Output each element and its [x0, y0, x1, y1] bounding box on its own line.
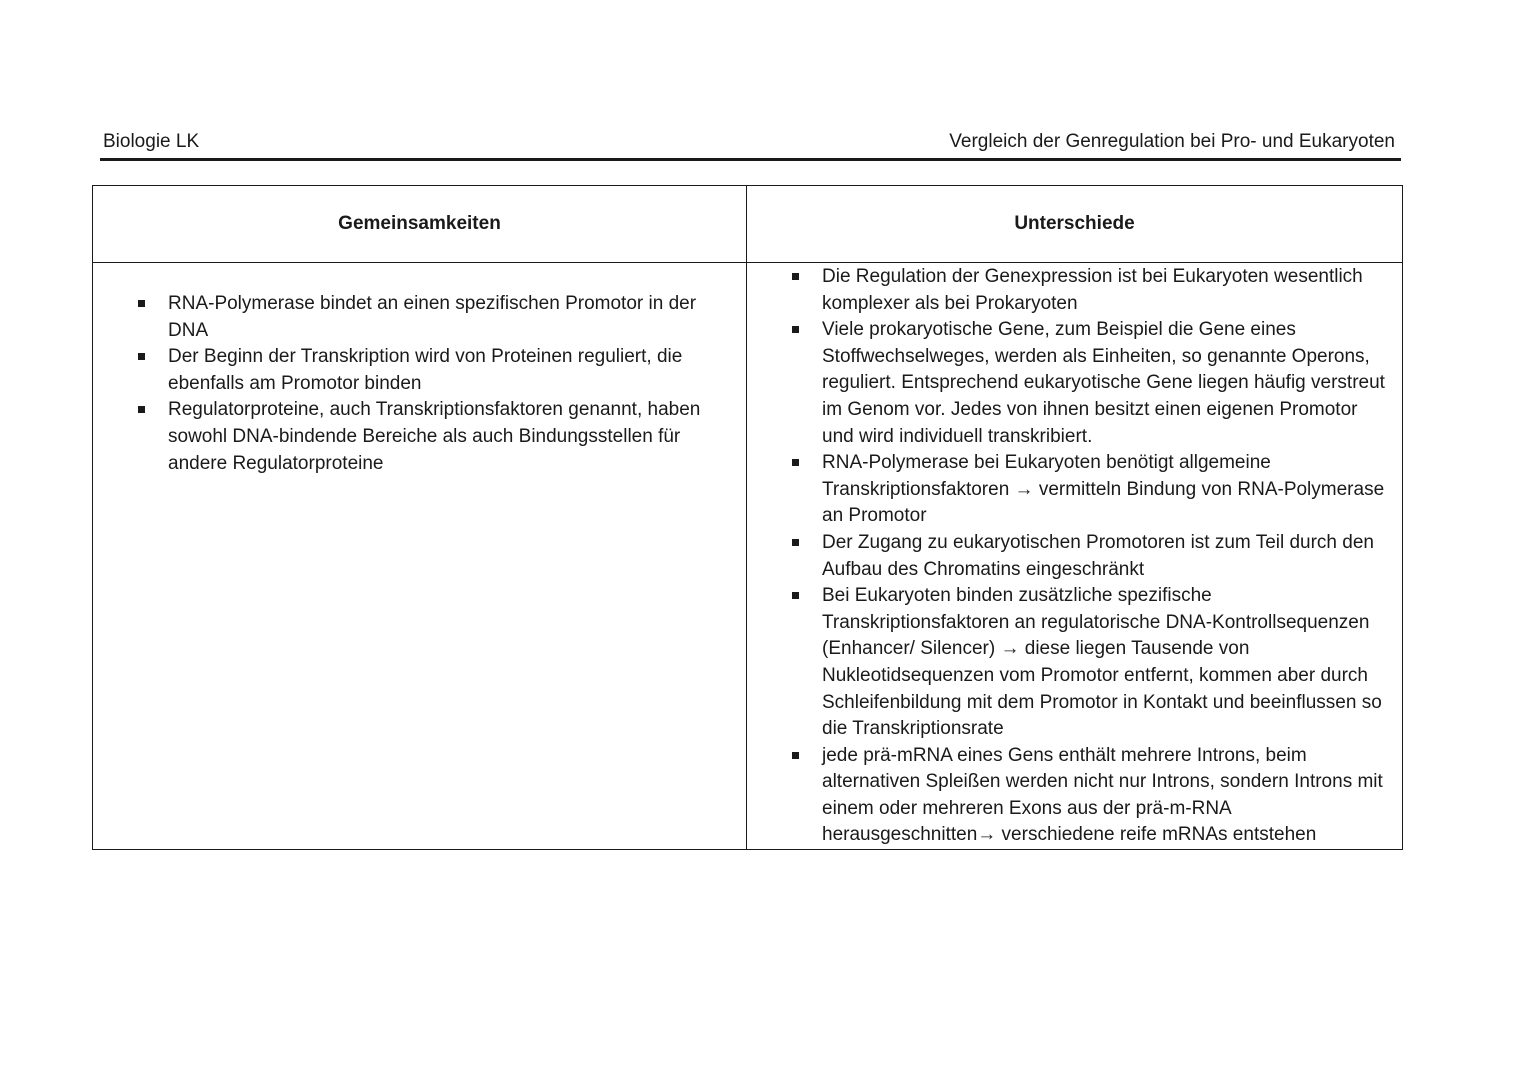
list-item	[168, 397, 736, 477]
list-item-text: RNA-Polymerase bei Eukaryoten benötigt allgemeine Transkriptionsfaktoren → vermitteln Bindung von RNA-Polymerase an Promotor	[822, 452, 1385, 527]
list-item-text: jede prä-mRNA eines Gens enthält mehrere Introns, beim alternativen Spleißen werden nicht nur Introns, sondern Introns mit einem oder mehreren Exons aus der prä-m-RNA herausgeschnitten→ verschiedene reife mRNAs entstehen	[822, 744, 1383, 846]
square-bullet-icon	[792, 326, 799, 333]
square-bullet-icon	[138, 300, 145, 307]
square-bullet-icon	[138, 406, 145, 413]
comparison-table	[92, 185, 1403, 850]
square-bullet-icon	[792, 539, 799, 546]
list-item	[822, 317, 1392, 450]
cell-unterschiede	[747, 263, 1403, 850]
list-item	[822, 743, 1392, 849]
document-title: Vergleich der Genregulation bei Pro- und Eukaryoten	[949, 131, 1395, 152]
square-bullet-icon	[792, 273, 799, 280]
table-body-row	[93, 263, 1403, 850]
list-item-text: Viele prokaryotische Gene, zum Beispiel die Gene eines Stoffwechselweges, werden als Einheiten, so genannte Operons, reguliert. Entsprechend eukaryotische Gene liegen häufig verstreut im Genom vor. Jedes von ihnen besitzt einen eigenen Promotor und wird individuell transkribiert.	[822, 319, 1385, 447]
cell-gemeinsamkeiten	[93, 263, 747, 850]
page-header	[100, 128, 1401, 161]
course-title: Biologie LK	[103, 131, 200, 152]
gemeinsamkeiten-list	[168, 291, 736, 477]
square-bullet-icon	[792, 459, 799, 466]
square-bullet-icon	[792, 592, 799, 599]
list-item-text: RNA-Polymerase bindet an einen spezifischen Promotor in der DNA	[168, 293, 697, 341]
table-header-row	[93, 186, 1403, 263]
list-item	[822, 264, 1392, 317]
list-item	[822, 530, 1392, 583]
list-item-text: Bei Eukaryoten binden zusätzliche spezifische Transkriptionsfaktoren an regulatorische DNA-Kontrollsequenzen (Enhancer/ Silencer) → diese liegen Tausende von Nukleotidsequenzen vom Promotor entfernt, kommen aber durch Schleifenbildung mit dem Promotor in Kontakt und beeinflussen so die Transkriptionsrate	[822, 585, 1382, 740]
list-item	[822, 583, 1392, 743]
list-item	[822, 450, 1392, 530]
list-item	[168, 291, 736, 344]
list-item	[168, 344, 736, 397]
list-item-text: Regulatorproteine, auch Transkriptionsfaktoren genannt, haben sowohl DNA-bindende Bereiche als auch Bindungsstellen für andere Regulatorproteine	[168, 399, 701, 474]
header-gemeinsamkeiten: Gemeinsamkeiten	[93, 186, 747, 263]
square-bullet-icon	[792, 752, 799, 759]
list-item-text: Der Beginn der Transkription wird von Proteinen reguliert, die ebenfalls am Promotor binden	[168, 346, 683, 394]
list-item-text: Der Zugang zu eukaryotischen Promotoren ist zum Teil durch den Aufbau des Chromatins eingeschränkt	[822, 531, 1374, 580]
list-item-text: Die Regulation der Genexpression ist bei Eukaryoten wesentlich komplexer als bei Prokaryoten	[822, 266, 1363, 314]
unterschiede-list	[822, 264, 1392, 849]
header-unterschiede: Unterschiede	[747, 186, 1403, 263]
square-bullet-icon	[138, 353, 145, 360]
